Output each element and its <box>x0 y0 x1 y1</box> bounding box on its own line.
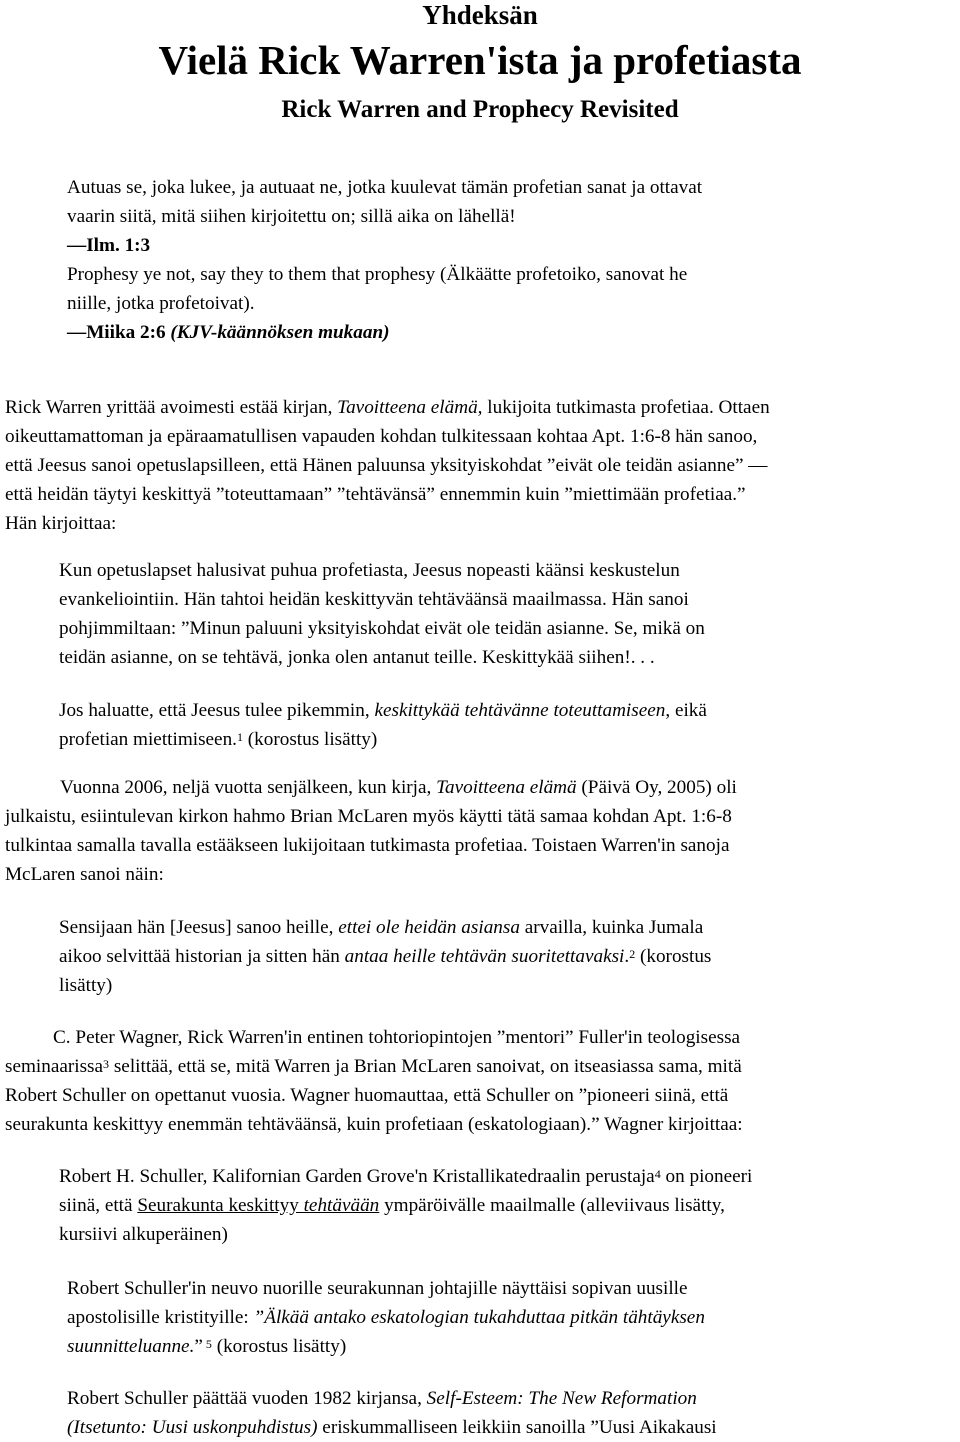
epigraph-line: niille, jotka profetoivat). <box>67 293 255 314</box>
block-quote <box>67 1384 927 1442</box>
block-quote <box>59 913 919 1000</box>
quote-line: kursiivi alkuperäinen) <box>59 1224 228 1245</box>
paragraph-line: Robert Schuller on opettanut vuosia. Wagner huomauttaa, että Schuller on ”pioneeri siinä, että <box>5 1085 729 1106</box>
quote-line: Jos haluatte, että Jeesus tulee pikemmin, keskittykää tehtävänne toteuttamiseen, eikä <box>59 700 707 721</box>
quote-line: lisätty) <box>59 975 113 996</box>
footnote-marker: 3 <box>103 1057 110 1071</box>
epigraph-line: Prophesy ye not, say they to them that prophesy (Älkäätte profetoiko, sanovat he <box>67 264 688 285</box>
paragraph-line: Rick Warren yrittää avoimesti estää kirjan, Tavoitteena elämä, lukijoita tutkimasta profetiaa. Ottaen <box>5 397 770 418</box>
paragraph-line: Hän kirjoittaa: <box>5 513 117 534</box>
paragraph-line: Vuonna 2006, neljä vuotta senjälkeen, kun kirja, Tavoitteena elämä (Päivä Oy, 2005) oli <box>60 777 737 798</box>
page-title: Vielä Rick Warren'ista ja profetiasta <box>158 37 802 83</box>
quote-line: siinä, että Seurakunta keskittyy tehtävään ympäröivälle maailmalle (alleviivaus lisätty, <box>59 1195 725 1216</box>
block-quote <box>59 1162 919 1249</box>
quote-line: teidän asianne, on se tehtävä, jonka olen antanut teille. Keskittykää siihen!. . . <box>59 647 655 668</box>
quote-line: Robert Schuller'in neuvo nuorille seurakunnan johtajille näyttäisi sopivan uusille <box>67 1278 688 1299</box>
epigraph-line: vaarin siitä, mitä siihen kirjoitettu on; sillä aika on lähellä! <box>67 206 516 227</box>
quote-line: suunnitteluanne.” $^5$ (korostus lisätty) <box>67 1336 347 1357</box>
block-quote <box>59 696 919 754</box>
paragraph-line: että Jeesus sanoi opetuslapsilleen, että Hänen paluunsa yksityiskohdat ”eivät ole teidän asianne” — <box>5 455 768 476</box>
epigraph-reference: —Ilm. 1:3 <box>67 235 151 256</box>
chapter-label: Yhdeksän <box>422 0 538 30</box>
paragraph-line: oikeuttamattoman ja epäraamatullisen vapauden kohdan tulkitessaan kohtaa Apt. 1:6-8 hän sanoo, <box>5 426 758 447</box>
quote-line: Robert H. Schuller, Kalifornian Garden Grove'n Kristallikatedraalin perustaja$^4$ on pioneeri <box>59 1166 753 1187</box>
footnote-marker: 4 <box>654 1167 661 1181</box>
quote-line: (Itsetunto: Uusi uskonpuhdistus) eriskummalliseen leikkiin sanoilla ”Uusi Aikakausi <box>67 1417 717 1438</box>
quote-line: apostolisille kristityille: ”Älkää antako eskatologian tukahduttaa pitkän tähtäyksen <box>67 1307 705 1328</box>
block-quote <box>67 1274 927 1361</box>
footnote-marker: 1 <box>236 730 243 744</box>
paragraph-line: että heidän täytyi keskittyä ”toteuttamaan” ”tehtävänsä” ennemmin kuin ”miettimään profetiaa.” <box>5 484 746 505</box>
quote-line: Sensijaan hän [Jeesus] sanoo heille, ettei ole heidän asiansa arvailla, kuinka Jumala <box>59 917 704 938</box>
body-paragraph <box>5 773 960 889</box>
paragraph-line: tulkintaa samalla tavalla estääkseen lukijoitaan tutkimasta profetiaa. Toistaen Warren'in sanoja <box>5 835 730 856</box>
epigraph-reference: —Miika 2:6 (KJV-käännöksen mukaan) <box>67 322 390 343</box>
quote-line: Kun opetuslapset halusivat puhua profetiasta, Jeesus nopeasti käänsi keskustelun <box>59 560 680 581</box>
page-subtitle: Rick Warren and Prophecy Revisited <box>281 96 679 123</box>
paragraph-line: McLaren sanoi näin: <box>5 864 164 885</box>
paragraph-line: seurakunta keskittyy enemmän tehtäväänsä, kuin profetiaan (eskatologiaan).” Wagner kirjoittaa: <box>5 1114 743 1135</box>
quote-line: profetian miettimiseen.$^1$ (korostus lisätty) <box>59 729 378 750</box>
quote-line: evankeliointiin. Hän tahtoi heidän keskittyvän tehtäväänsä maailmassa. Hän sanoi <box>59 589 689 610</box>
footnote-marker: 5 <box>202 1337 212 1351</box>
footnote-marker: 2 <box>629 947 636 961</box>
quote-line: pohjimmiltaan: ”Minun paluuni yksityiskohdat eivät ole teidän asianne. Se, mikä on <box>59 618 705 639</box>
paragraph-line: julkaistu, esiintulevan kirkon hahmo Brian McLaren myös käytti tätä samaa kohdan Apt. 1:6-8 <box>5 806 732 827</box>
epigraph <box>67 173 927 347</box>
body-paragraph <box>5 393 960 538</box>
body-paragraph <box>5 1023 960 1139</box>
quote-line: Robert Schuller päättää vuoden 1982 kirjansa, Self-Esteem: The New Reformation <box>67 1388 697 1409</box>
paragraph-line: C. Peter Wagner, Rick Warren'in entinen tohtoriopintojen ”mentori” Fuller'in teologisessa <box>53 1027 741 1048</box>
block-quote <box>59 556 919 672</box>
quote-line: aikoo selvittää historian ja sitten hän antaa heille tehtävän suoritettavaksi.$^2$ (korostus <box>59 946 712 967</box>
paragraph-line: seminaarissa$^3$ selittää, että se, mitä Warren ja Brian McLaren sanoivat, on itseasiassa sama, mitä <box>5 1056 742 1077</box>
epigraph-line: Autuas se, joka lukee, ja autuaat ne, jotka kuulevat tämän profetian sanat ja ottavat <box>67 177 703 198</box>
